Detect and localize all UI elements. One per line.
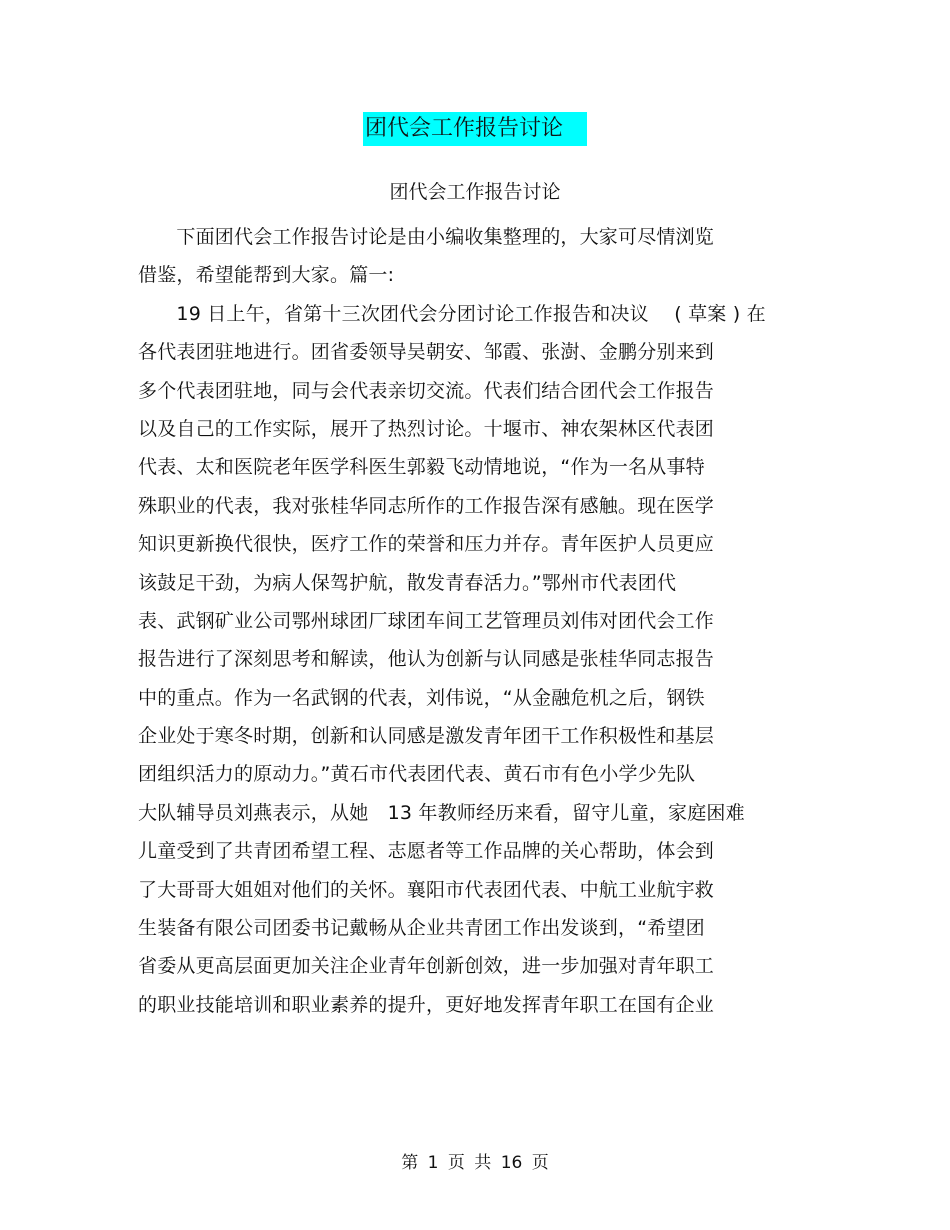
body-line: 儿童受到了共青团希望工程、志愿者等工作品牌的关心帮助，体会到 (138, 840, 715, 863)
body-line: 19 日上午，省第十三次团代会分团讨论工作报告和决议 ( 草案 ) 在 (138, 302, 766, 325)
body-line: 借鉴，希望能帮到大家。篇一: (138, 264, 395, 287)
page-number-footer: 第 1 页 共 16 页 (401, 1153, 549, 1173)
body-line: 省委从更高层面更加关注企业青年创新创效，进一步加强对青年职工 (138, 955, 715, 978)
body-line: 表、武钢矿业公司鄂州球团厂球团车间工艺管理员刘伟对团代会工作 (138, 609, 715, 632)
body-line: 多个代表团驻地，同与会代表亲切交流。代表们结合团代会工作报告 (138, 379, 715, 402)
body-line: 团组织活力的原动力。”黄石市代表团代表、黄石市有色小学少先队 (138, 763, 696, 786)
body-line: 代表、太和医院老年医学科医生郭毅飞动情地说，“作为一名从事特 (138, 456, 705, 479)
body-line: 企业处于寒冬时期，创新和认同感是激发青年团干工作积极性和基层 (138, 725, 715, 748)
heading-container (0, 112, 950, 146)
body-line: 大队辅导员刘燕表示，从她 13 年教师经历来看，留守儿童，家庭困难 (138, 801, 745, 824)
body-line: 殊职业的代表，我对张桂华同志所作的工作报告深有感触。现在医学 (138, 494, 715, 517)
body-line: 了大哥哥大姐姐对他们的关怀。襄阳市代表团代表、中航工业航宇救 (138, 878, 715, 901)
body-line: 的职业技能培训和职业素养的提升，更好地发挥青年职工在国有企业 (138, 993, 715, 1016)
body-line: 生装备有限公司团委书记戴畅从企业共青团工作出发谈到，“希望团 (138, 917, 705, 940)
document-subtitle: 团代会工作报告讨论 (389, 181, 561, 203)
body-line: 报告进行了深刻思考和解读，他认为创新与认同感是张桂华同志报告 (138, 648, 715, 671)
body-line: 下面团代会工作报告讨论是由小编收集整理的，大家可尽情浏览 (138, 226, 715, 248)
document-heading: 团代会工作报告讨论 (363, 112, 587, 146)
body-line: 知识更新换代很快，医疗工作的荣誉和压力并存。青年医护人员更应 (138, 533, 715, 556)
body-line: 该鼓足干劲，为病人保驾护航，散发青春活力。”鄂州市代表团代 (138, 571, 677, 594)
document-body (138, 218, 818, 1024)
body-line: 各代表团驻地进行。团省委领导吴朝安、邹霞、张澍、金鹏分别来到 (138, 341, 715, 364)
body-line: 以及自己的工作实际，展开了热烈讨论。十堰市、神农架林区代表团 (138, 417, 715, 440)
body-line: 中的重点。作为一名武钢的代表，刘伟说，“从金融危机之后，钢铁 (138, 686, 705, 709)
